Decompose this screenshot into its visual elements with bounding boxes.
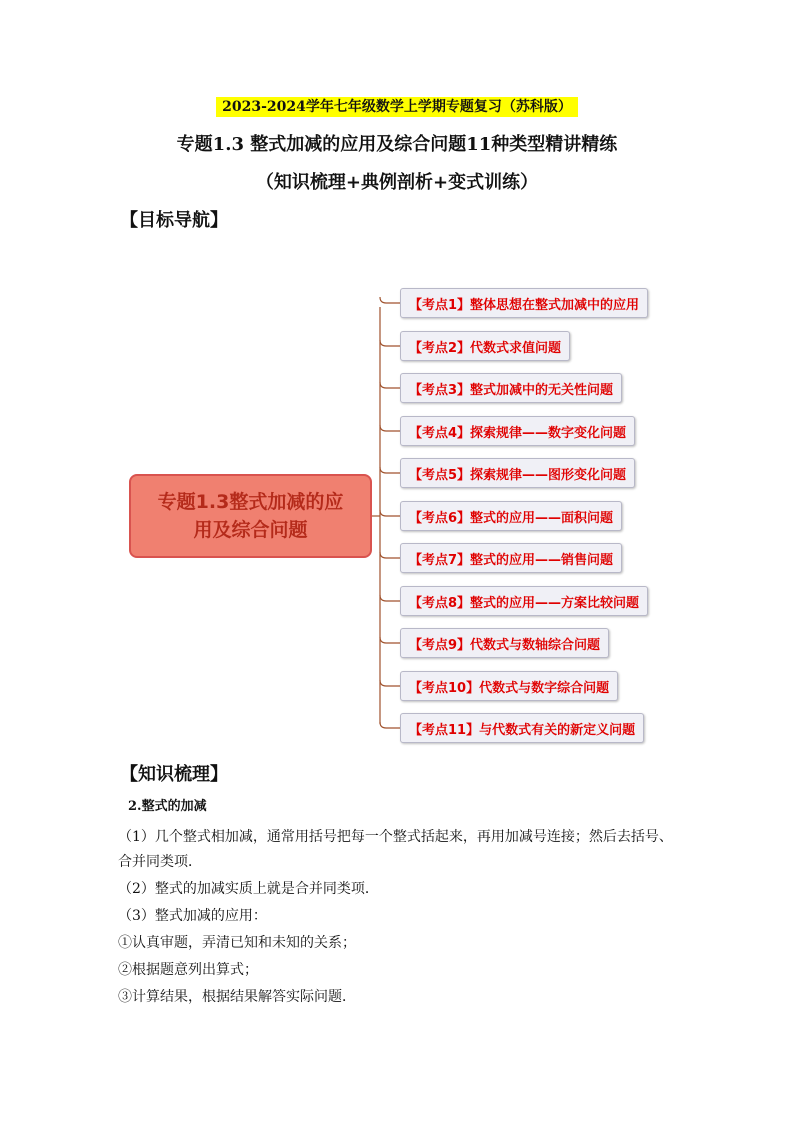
mindmap-branch-10: 【考点10】代数式与数字综合问题	[400, 671, 618, 701]
mindmap-branch-11: 【考点11】与代数式有关的新定义问题	[400, 713, 644, 743]
mindmap-branch-9: 【考点9】代数式与数轴综合问题	[400, 628, 609, 658]
knowledge-line-4: （3）整式加减的应用：	[118, 908, 267, 924]
mindmap-branch-8: 【考点8】整式的应用——方案比较问题	[400, 586, 648, 616]
knowledge-line-2: 合并同类项．	[118, 854, 202, 870]
knowledge-line-5: ①认真审题，弄清已知和未知的关系；	[118, 935, 356, 951]
branch-connector-1	[380, 297, 400, 303]
knowledge-line-3: （2）整式的加减实质上就是合并同类项．	[118, 881, 379, 897]
mindmap-branch-7: 【考点7】整式的应用——销售问题	[400, 543, 622, 573]
nav-heading: 【目标导航】	[120, 210, 228, 231]
mindmap-branch-5: 【考点5】探索规律——图形变化问题	[400, 458, 635, 488]
branch-connector-8	[380, 595, 400, 601]
branch-connector-9	[380, 637, 400, 643]
knowledge-line-7: ③计算结果，根据结果解答实际问题．	[118, 989, 356, 1005]
mindmap-branch-3: 【考点3】整式加减中的无关性问题	[400, 373, 622, 403]
mindmap-branch-2: 【考点2】代数式求值问题	[400, 331, 570, 361]
knowledge-heading: 【知识梳理】	[120, 764, 228, 785]
branch-connector-10	[380, 680, 400, 686]
knowledge-subheading: 2.整式的加减	[128, 799, 207, 814]
page-title: 专题1.3 整式加减的应用及综合问题11种类型精讲精练	[176, 134, 618, 155]
page-subtitle: （知识梳理+典例剖析+变式训练）	[255, 172, 539, 193]
mindmap-branch-4: 【考点4】探索规律——数字变化问题	[400, 416, 635, 446]
knowledge-line-6: ②根据题意列出算式；	[118, 962, 258, 978]
branch-connector-4	[380, 425, 400, 431]
mindmap-branch-6: 【考点6】整式的应用——面积问题	[400, 501, 622, 531]
knowledge-line-1: （1）几个整式相加减，通常用括号把每一个整式括起来，再用加减号连接；然后去括号、	[118, 829, 673, 845]
mindmap-branch-1: 【考点1】整体思想在整式加减中的应用	[400, 288, 648, 318]
branch-connector-7	[380, 552, 400, 558]
branch-connector-6	[380, 510, 400, 516]
branch-connector-2	[380, 340, 400, 346]
branch-connector-3	[380, 382, 400, 388]
mindmap-center-node: 专题1.3整式加减的应用及综合问题	[129, 474, 372, 558]
branch-connector-5	[380, 467, 400, 473]
branch-connector-11	[380, 722, 400, 728]
course-highlight: 2023-2024学年七年级数学上学期专题复习（苏科版）	[216, 97, 578, 117]
